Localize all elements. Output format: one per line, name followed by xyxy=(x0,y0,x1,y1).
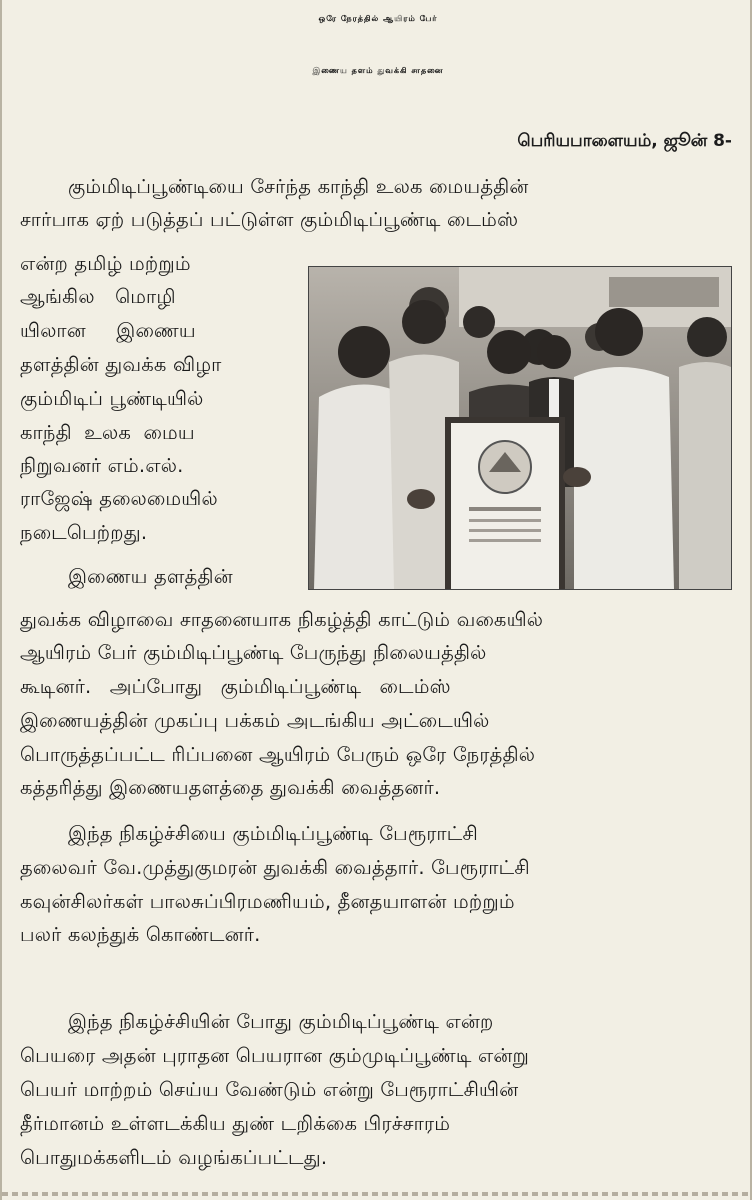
body-line: பெயர் மாற்றம் செய்ய வேண்டும் என்று பேரூராட்சியின் xyxy=(20,1078,519,1101)
body-line: தீர்மானம் உள்ளடக்கிய துண் டறிக்கை பிரச்சாரம் xyxy=(20,1112,451,1135)
event-photo xyxy=(308,266,732,590)
body-line: ஆங்கில மொழி xyxy=(20,285,176,308)
bottom-dotted-rule xyxy=(2,1192,752,1196)
body-line: தளத்தின் துவக்க விழா xyxy=(20,353,222,376)
body-line: என்ற தமிழ் மற்றும் xyxy=(20,252,191,275)
body-line: யிலான இணைய xyxy=(20,319,196,342)
body-line: இந்த நிகழ்ச்சியை கும்மிடிப்பூண்டி பேரூராட்சி xyxy=(68,822,478,845)
headline-line-1: ஒரே நேரத்தில் ஆயிரம் பேர் xyxy=(318,14,438,23)
headline-line-2: இணைய தளம் துவக்கி சாதனை xyxy=(312,66,444,75)
body-line: நடைபெற்றது. xyxy=(20,521,148,544)
body-line: ஆயிரம் பேர் கும்மிடிப்பூண்டி பேருந்து நிலையத்தில் xyxy=(20,641,487,664)
body-line: நிறுவனர் எம்.எல். xyxy=(20,454,184,477)
body-line: பொதுமக்களிடம் வழங்கப்பட்டது. xyxy=(20,1146,328,1169)
body-line: ராஜேஷ் தலைமையில் xyxy=(20,487,218,510)
body-line: இந்த நிகழ்ச்சியின் போது கும்மிடிப்பூண்டி என்ற xyxy=(68,1010,494,1033)
body-line: பலர் கலந்துக் கொண்டனர். xyxy=(20,923,261,946)
body-line: காந்தி உலக மைய xyxy=(20,421,195,444)
body-line: இணையத்தின் முகப்பு பக்கம் அடங்கிய அட்டையில் xyxy=(20,709,490,732)
body-line: கவுன்சிலர்கள் பாலசுப்பிரமணியம், தீனதயாளன் மற்றும் xyxy=(20,890,515,913)
body-line: கும்மிடிப்பூண்டியை சேர்ந்த காந்தி உலக மையத்தின் xyxy=(68,175,529,198)
body-line: கத்தரித்து இணையதளத்தை துவக்கி வைத்தனர். xyxy=(20,776,441,799)
body-line: இணைய தளத்தின் xyxy=(68,565,233,588)
body-line: பெயரை அதன் புராதன பெயரான கும்முடிப்பூண்டி என்று xyxy=(20,1044,530,1067)
body-line: சார்பாக ஏற் படுத்தப் பட்டுள்ள கும்மிடிப்பூண்டி டைம்ஸ் xyxy=(20,208,519,231)
body-line: தலைவர் வே.முத்துகுமரன் துவக்கி வைத்தார். பேரூராட்சி xyxy=(20,856,530,879)
body-line: பொருத்தப்பட்ட ரிப்பனை ஆயிரம் பேரும் ஒரே நேரத்தில் xyxy=(20,743,536,766)
body-line: கூடினர். அப்போது கும்மிடிப்பூண்டி டைம்ஸ் xyxy=(20,675,451,698)
body-line: கும்மிடிப் பூண்டியில் xyxy=(20,387,204,410)
dateline: பெரியபாளையம், ஜூன் 8- xyxy=(517,131,732,151)
body-line: துவக்க விழாவை சாதனையாக நிகழ்த்தி காட்டும் வகையில் xyxy=(20,608,544,631)
